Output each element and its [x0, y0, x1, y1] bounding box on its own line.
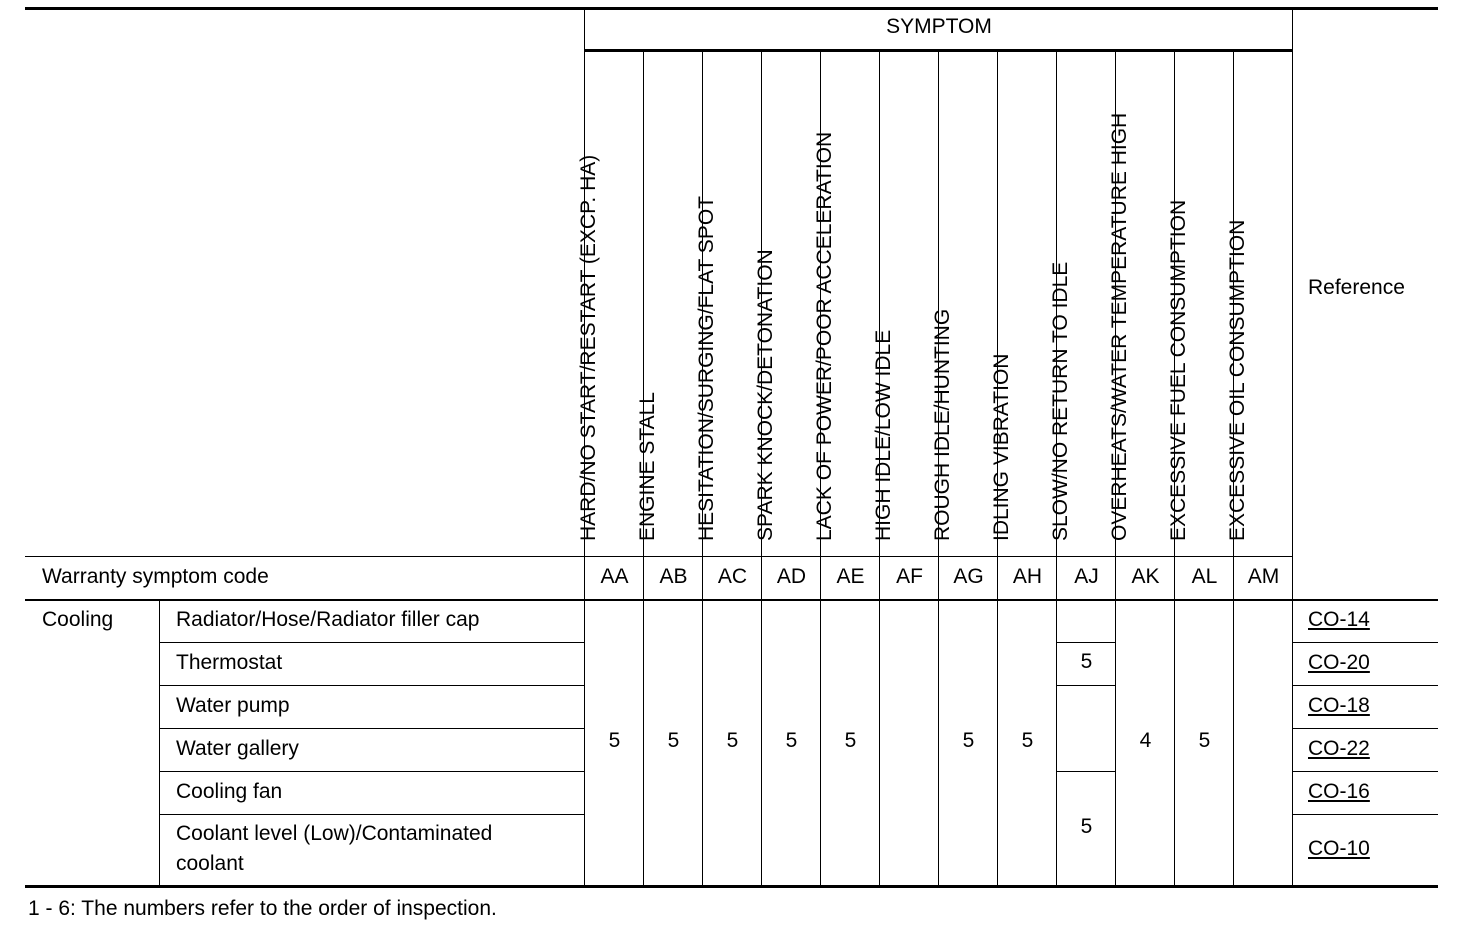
top-border	[25, 7, 1438, 10]
code-af: AF	[896, 565, 923, 588]
reference-link[interactable]: CO-16	[1308, 780, 1370, 803]
reference-link[interactable]: CO-22	[1308, 737, 1370, 760]
row-line	[1293, 771, 1438, 772]
reference-link[interactable]: CO-10	[1308, 837, 1370, 860]
row-line	[1293, 728, 1438, 729]
part-label: Radiator/Hose/Radiator filler cap	[176, 608, 480, 631]
reference-link[interactable]: CO-18	[1308, 694, 1370, 717]
code-ac: AC	[717, 565, 748, 588]
symptom-underline	[585, 49, 1293, 52]
row-line	[160, 728, 585, 729]
symptom-heading: SYMPTOM	[886, 15, 992, 38]
code-al: AL	[1191, 565, 1218, 588]
bottom-border	[25, 885, 1438, 888]
header-bottom-line	[25, 556, 1293, 557]
code-am: AM	[1247, 565, 1280, 588]
reference-heading: Reference	[1308, 276, 1405, 299]
warranty-label: Warranty symptom code	[42, 565, 269, 588]
code-ab: AB	[659, 565, 688, 588]
value-aa: 5	[608, 729, 621, 752]
category-label: Cooling	[42, 608, 114, 631]
code-ah: AH	[1012, 565, 1043, 588]
value-aj-coolant: 5	[1080, 815, 1093, 838]
code-ae: AE	[836, 565, 865, 588]
code-row-bottom-line	[25, 599, 1438, 601]
row-line	[1293, 814, 1438, 815]
part-label: coolant	[176, 852, 244, 875]
footnote: 1 - 6: The numbers refer to the order of inspection.	[28, 897, 497, 920]
value-ae: 5	[844, 729, 857, 752]
reference-link[interactable]: CO-14	[1308, 608, 1370, 631]
value-aj-thermostat: 5	[1080, 650, 1093, 673]
aj-row-line	[1057, 642, 1115, 643]
row-line	[1293, 685, 1438, 686]
value-ab: 5	[667, 729, 680, 752]
part-label: Thermostat	[176, 651, 283, 674]
row-line	[160, 642, 585, 643]
part-label: Cooling fan	[176, 780, 283, 803]
value-ad: 5	[785, 729, 798, 752]
row-line	[160, 685, 585, 686]
part-label: Water pump	[176, 694, 290, 717]
reference-divider	[1292, 9, 1293, 886]
value-ak: 4	[1139, 729, 1152, 752]
reference-link[interactable]: CO-20	[1308, 651, 1370, 674]
row-line	[160, 771, 585, 772]
diagnosis-table: SYMPTOM Reference HARD/NO START/RESTART (EXCP. HA) ENGINE STALL HESITATION/SURGING/FLAT SPOT SPARK KNOCK/DETONATION LACK OF POWER/POOR ACCELERATION HIGH IDLE/LOW IDLE ROUGH IDLE/HUNTING IDLING VIBRATION SLOW/NO RETURN TO IDLE OVERHEATS/WATER TEMPERATURE HIGH EXCESSIVE FUEL CONSUMPTION EXCESSIVE OIL CONSUMPTION Warranty symptom code AA AB AC AD AE AF AG AH AJ AK AL AM Cooling Radiator/Hose/Radiator filler cap Thermostat Water pump Water gallery Cooling fan Coolant level (Low)/Contaminated coolant 5 5 5 5 5 5 5 4 5 5 5 CO-14 CO-20 CO-18 CO-22 CO-16 CO-10 1 - 6: The numbers refer to the order of inspection.	[0, 0, 1472, 946]
aj-row-line	[1057, 685, 1115, 686]
code-aa: AA	[600, 565, 629, 588]
value-ac: 5	[726, 729, 739, 752]
code-aj: AJ	[1074, 565, 1099, 588]
part-label: Coolant level (Low)/Contaminated	[176, 822, 493, 845]
row-line	[1293, 642, 1438, 643]
code-ag: AG	[953, 565, 984, 588]
value-ah: 5	[1021, 729, 1034, 752]
row-line	[160, 814, 585, 815]
value-ag: 5	[962, 729, 975, 752]
code-ak: AK	[1131, 565, 1160, 588]
value-al: 5	[1198, 729, 1211, 752]
part-label: Water gallery	[176, 737, 299, 760]
code-ad: AD	[776, 565, 807, 588]
aj-row-line	[1057, 771, 1115, 772]
